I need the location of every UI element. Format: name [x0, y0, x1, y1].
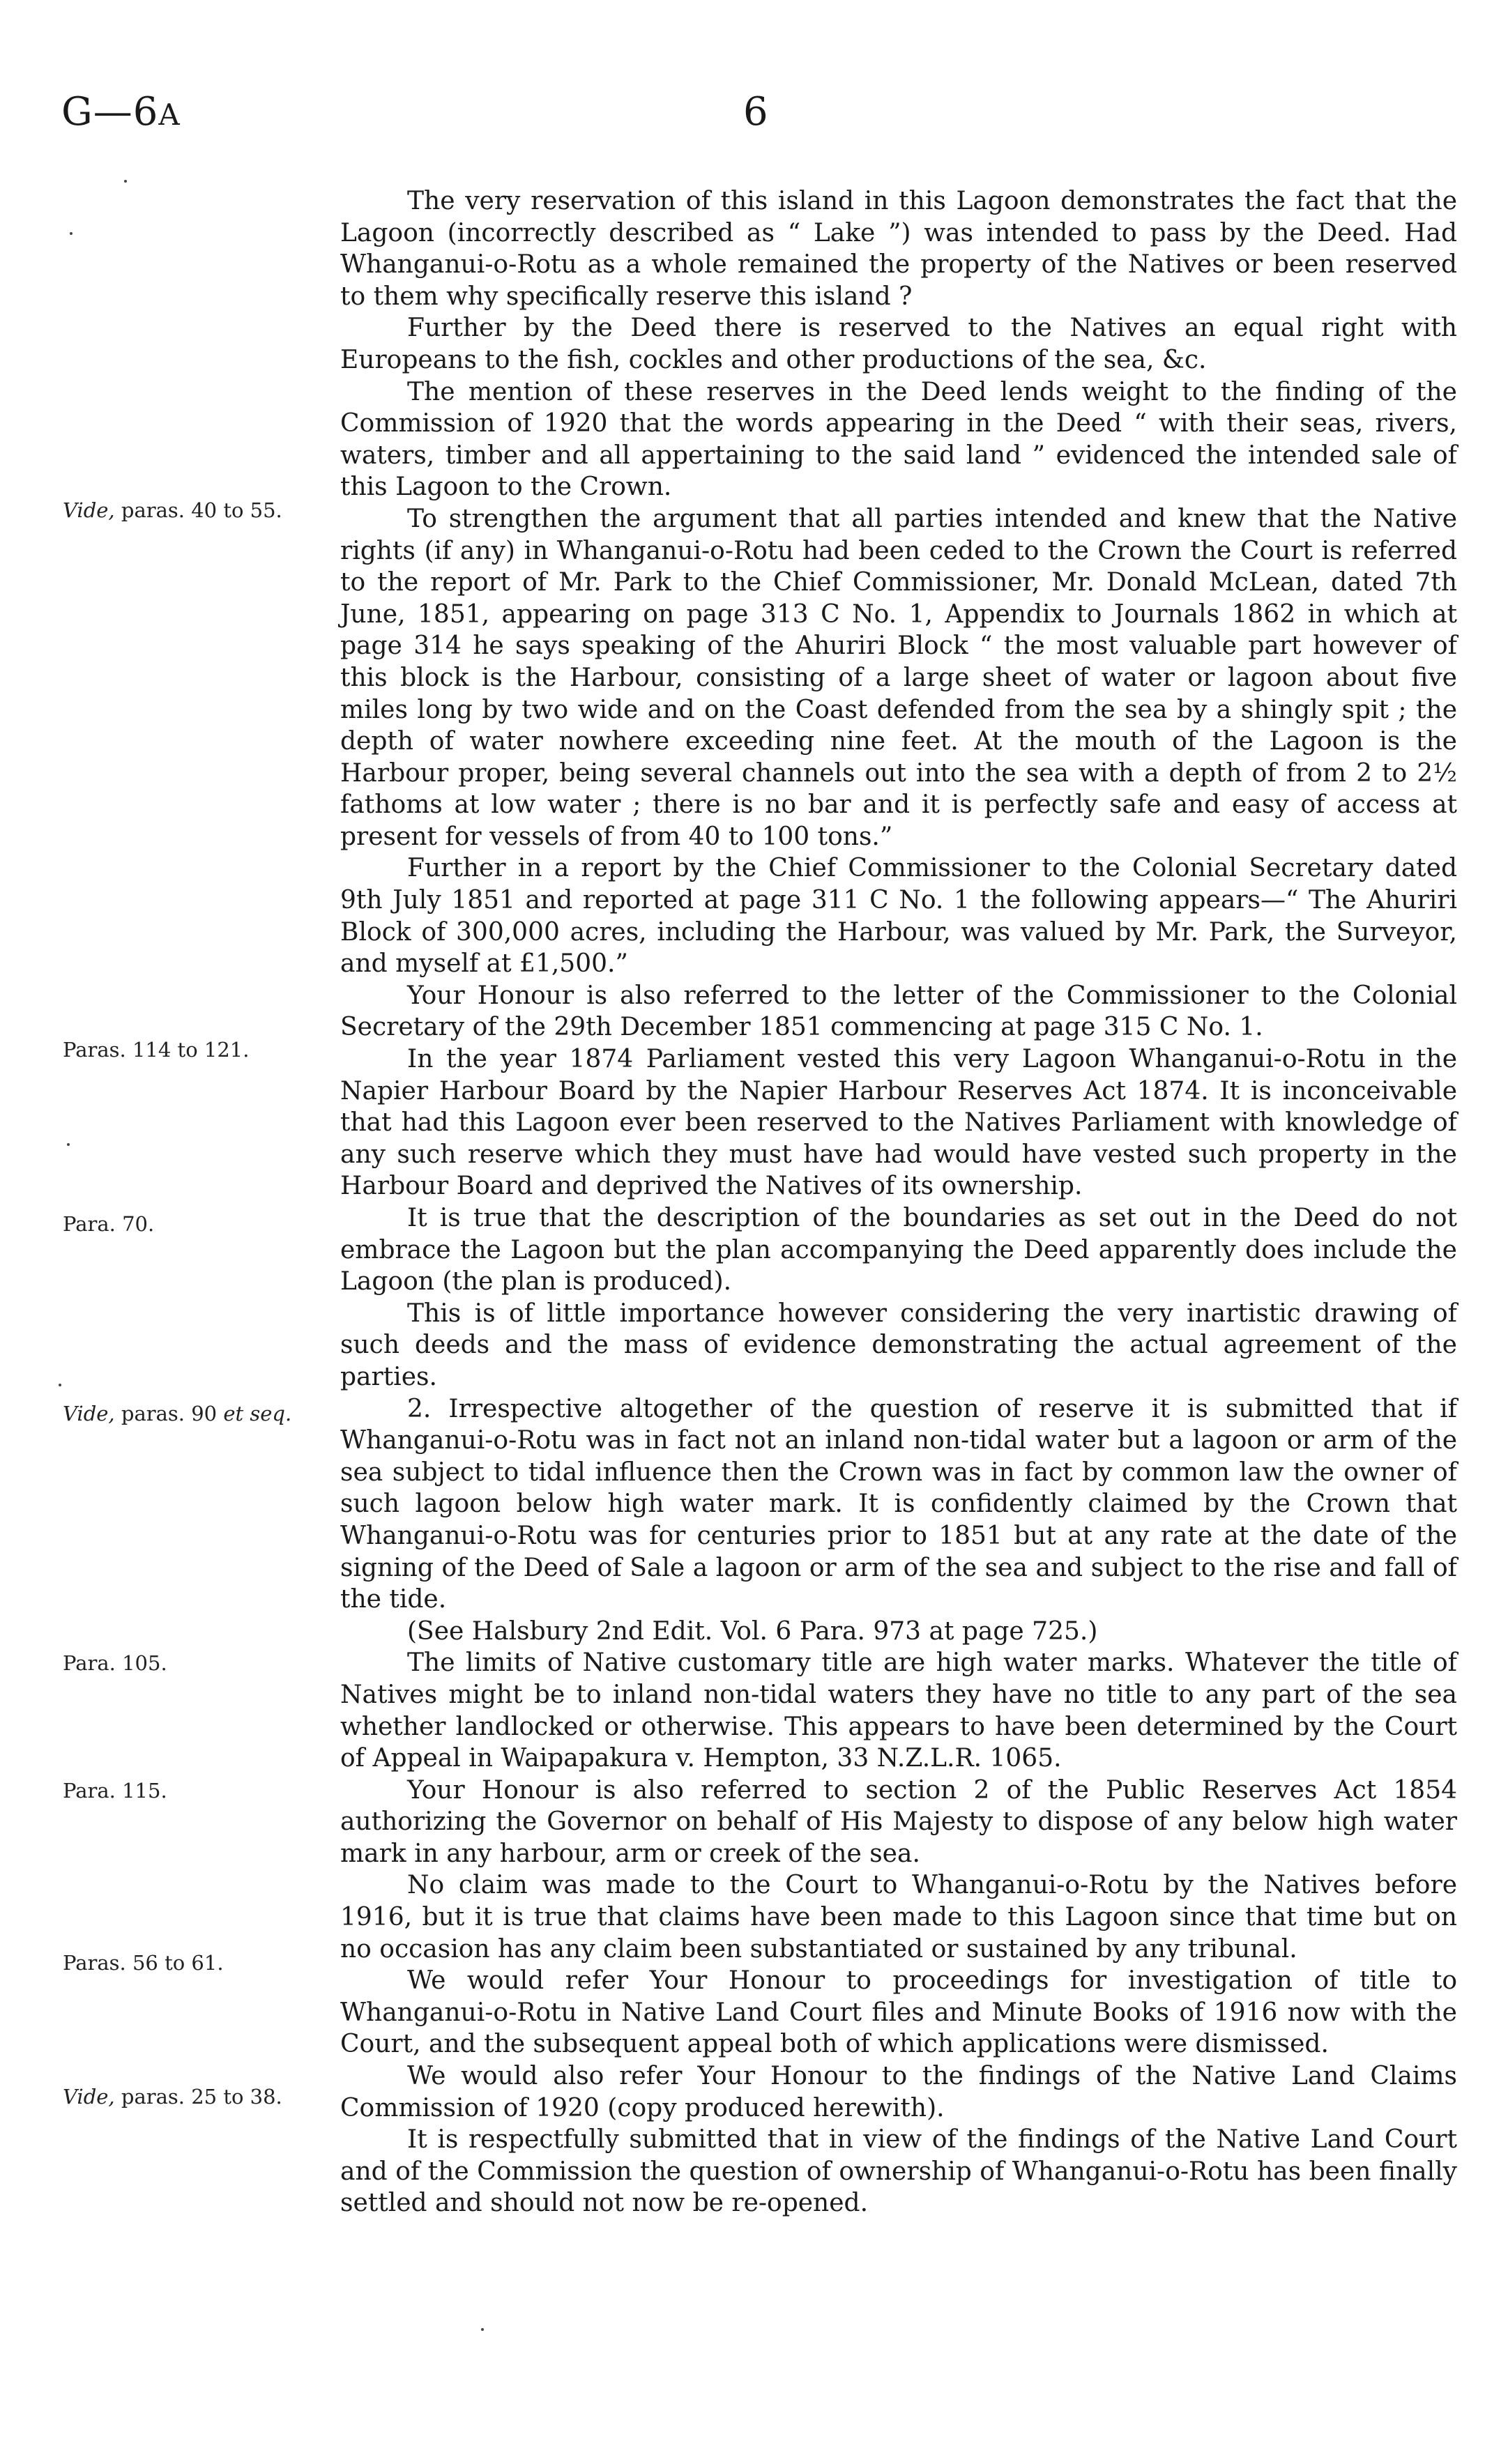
scan-speck — [70, 232, 73, 235]
paragraph: Further in a report by the Chief Commissioner to the Colonial Secretary dated 9th July 1851 and reported at page 311 C No. 1 the following appears—“ The Ahuriri Block of 300,000 acres, including the Harbour, was valued by Mr. Park, the Surveyor, and myself at £1,500.” — [340, 854, 1457, 979]
margin-note-text: Para. 115. — [63, 1779, 167, 1803]
margin-note-lead: Vide, — [63, 2085, 115, 2109]
paragraph: In the year 1874 Parliament vested this very Lagoon Whanganui-o-Rotu in the Napier Harbour Board by the Napier Harbour Reserves Act 1874. It is inconceivable that had this Lagoon ever been reserved to the Natives Parliament with knowledge of any such reserve which they must have had would have vested such property in the Harbour Board and deprived the Natives of its ownership. — [340, 1045, 1457, 1201]
margin-note-lead: Vide, — [63, 498, 115, 522]
margin-note-text: paras. 90 — [114, 1402, 224, 1425]
margin-note — [63, 1211, 328, 1237]
paragraph: Your Honour is also referred to section 2 of the Public Reserves Act 1854 authorizing the Governor on behalf of His Majesty to dispose of any below high water mark in any harbour, arm or creek of the sea. — [340, 1775, 1457, 1868]
document-reference — [61, 89, 181, 135]
paragraph: We would refer Your Honour to proceedings for investigation of title to Whanganui-o-Rotu in Native Land Court files and Minute Books of 1916 now with the Court, and the subsequent appeal both of which applications were dismissed. — [340, 1966, 1457, 2059]
margin-note-em: et seq. — [223, 1402, 292, 1425]
paragraph: Further by the Deed there is reserved to the Natives an equal right with Europeans to the fish, cockles and other productions of the sea, &c. — [340, 314, 1457, 374]
margin-note-lead: Vide, — [63, 1402, 115, 1425]
margin-note-text: Paras. 56 to 61. — [63, 1951, 224, 1975]
paragraph: (See Halsbury 2nd Edit. Vol. 6 Para. 973 at page 725.) — [407, 1616, 1098, 1646]
margin-note-text: Para. 70. — [63, 1212, 155, 1236]
paragraph: 2. Irrespective altogether of the question of reserve it is submitted that if Whanganui-o-Rotu was in fact not an inland non-tidal water but a lagoon or arm of the sea subject to tidal influence then the Crown was in fact by common law the owner of such lagoon below high water mark. It is confidently claimed by the Crown that Whanganui-o-Rotu was for centuries prior to 1851 but at any rate at the date of the signing of the Deed of Sale a lagoon or arm of the sea and subject to the rise and fall of the tide. — [340, 1394, 1457, 1614]
document-reference-prefix: G—6 — [61, 89, 159, 135]
scan-speck — [481, 2328, 484, 2331]
paragraph: We would also refer Your Honour to the findings of the Native Land Claims Commission of 1920 (copy produced herewith). — [340, 2062, 1457, 2122]
margin-note — [63, 1037, 328, 1062]
margin-note — [63, 498, 328, 523]
margin-note — [63, 2084, 328, 2109]
document-reference-suffix: A — [158, 98, 181, 132]
paragraph: Your Honour is also referred to the letter of the Commissioner to the Colonial Secretary of the 29th December 1851 commencing at page 315 C No. 1. — [340, 981, 1457, 1042]
margin-note-text: Paras. 114 to 121. — [63, 1038, 250, 1062]
paragraph: No claim was made to the Court to Whanganui-o-Rotu by the Natives before 1916, but it is true that claims have been made to this Lagoon since that time but on no occasion has any claim been substantiated or sustained by any tribunal. — [340, 1871, 1457, 1964]
paragraph: The mention of these reserves in the Deed lends weight to the finding of the Commission of 1920 that the words appearing in the Deed “ with their seas, rivers, waters, timber and all appertaining to the said land ” evidenced the intended sale of this Lagoon to the Crown. — [340, 377, 1457, 502]
page-header — [0, 89, 1508, 145]
margin-note — [63, 1950, 328, 1975]
page-number: 6 — [743, 89, 768, 135]
scan-speck — [67, 1143, 70, 1146]
paragraph: It is respectfully submitted that in view of the findings of the Native Land Court and of the Commission the question of ownership of Whanganui-o-Rotu has been finally settled and should not now be re-opened. — [340, 2125, 1457, 2218]
margin-note — [63, 1778, 328, 1803]
margin-note — [63, 1401, 328, 1426]
main-text — [340, 185, 1457, 2219]
paragraph: This is of little importance however considering the very inartistic drawing of such deeds and the mass of evidence demonstrating the actual agreement of the parties. — [340, 1299, 1457, 1391]
paragraph: It is true that the description of the boundaries as set out in the Deed do not embrace the Lagoon but the plan accompanying the Deed apparently does include the Lagoon (the plan is produced). — [340, 1204, 1457, 1296]
margin-note-text: Para. 105. — [63, 1651, 167, 1675]
paragraph: To strengthen the argument that all parties intended and knew that the Native rights (if any) in Whanganui-o-Rotu had been ceded to the Crown the Court is referred to the report of Mr. Park to the Chief Commissioner, Mr. Donald McLean, dated 7th June, 1851, appearing on page 313 C No. 1, Appendix to Journals 1862 in which at page 314 he says speaking of the Ahuriri Block “ the most valuable part however of this block is the Harbour, consisting of a large sheet of water or lagoon about five miles long by two wide and on the Coast defended from the sea by a shingly spit ; the depth of water nowhere exceeding nine feet. At the mouth of the Lagoon is the Harbour proper, being several channels out into the sea with a depth of from 2 to 2½ fathoms at low water ; there is no bar and it is perfectly safe and easy of access at present for vessels of from 40 to 100 tons.” — [340, 504, 1457, 851]
margin-note — [63, 1651, 328, 1676]
paragraph: The limits of Native customary title are high water marks. Whatever the title of Natives might be to inland non-tidal waters they have no title to any part of the sea whether landlocked or otherwise. This appears to have been determined by the Court of Appeal in Waipapakura v. Hempton, 33 N.Z.L.R. 1065. — [340, 1648, 1457, 1773]
margin-note-text: paras. 40 to 55. — [114, 498, 282, 522]
scan-speck — [59, 1384, 61, 1386]
paragraph: The very reservation of this island in this Lagoon demonstrates the fact that the Lagoon (incorrectly described as “ Lake ”) was intended to pass by the Deed. Had Whanganui-o-Rotu as a whole remained the property of the Natives or been reserved to them why specifically reserve this island ? — [340, 187, 1457, 311]
scan-speck — [124, 180, 127, 183]
margin-note-text: paras. 25 to 38. — [114, 2085, 282, 2109]
